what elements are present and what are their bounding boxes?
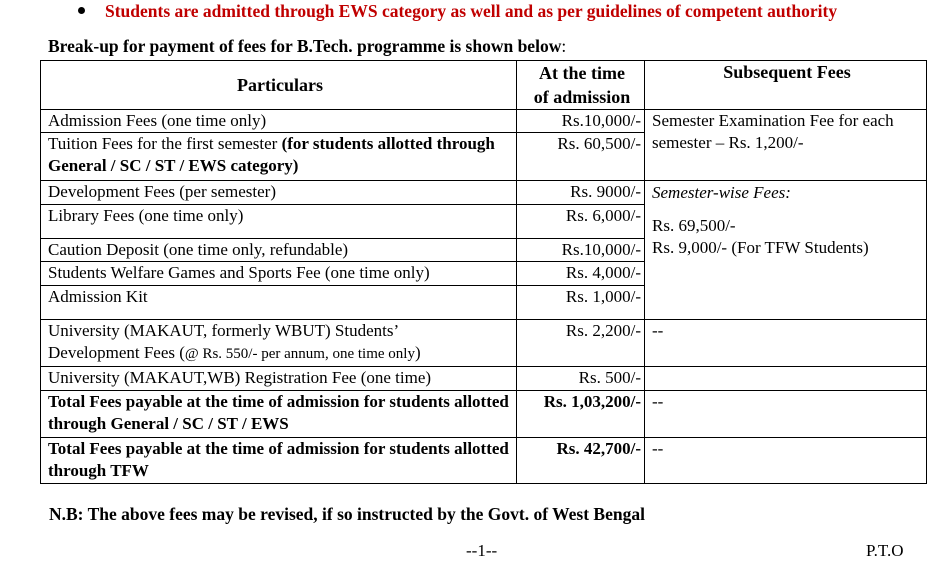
- caution-deposit-label: Caution Deposit (one time only, refundable): [41, 239, 517, 262]
- admission-fees-label: Admission Fees (one time only): [41, 110, 517, 133]
- caution-deposit-amount: Rs.10,000/-: [517, 239, 645, 262]
- development-fees-amount: Rs. 9000/-: [517, 181, 645, 205]
- university-dev-fees-subsequent: --: [645, 320, 927, 367]
- page-number: --1--: [466, 541, 498, 560]
- registration-fee-amount: Rs. 500/-: [517, 367, 645, 391]
- admission-fees-amount: Rs.10,000/-: [517, 110, 645, 133]
- semester-wise-tfw: Rs. 9,000/- (For TFW Students): [652, 238, 869, 257]
- library-fees-amount: Rs. 6,000/-: [517, 205, 645, 239]
- admission-kit-label: Admission Kit: [41, 286, 517, 320]
- table-row: [41, 110, 927, 133]
- semester-wise-general: Rs. 69,500/-: [652, 216, 736, 235]
- table-row: [41, 391, 927, 438]
- welfare-fee-amount: Rs. 4,000/-: [517, 262, 645, 286]
- total-general-amount: Rs. 1,03,200/-: [517, 391, 645, 438]
- admission-kit-amount: Rs. 1,000/-: [517, 286, 645, 320]
- total-general-label: Total Fees payable at the time of admission for students allotted through General / SC / ST / EWS: [41, 391, 517, 438]
- total-tfw-subsequent: --: [645, 438, 927, 484]
- bullet-text: Students are admitted through EWS category as well and as per guidelines of competent authority: [105, 1, 838, 21]
- table-row: [41, 181, 927, 205]
- tuition-fees-label: Tuition Fees for the first semester (for students allotted through General / SC / ST / EWS category): [41, 133, 517, 181]
- pto-label: P.T.O: [866, 541, 904, 560]
- total-tfw-label: Total Fees payable at the time of admission for students allotted through TFW: [41, 438, 517, 484]
- table-row: [41, 438, 927, 484]
- registration-fee-subsequent: [645, 367, 927, 391]
- fee-table: [40, 60, 927, 484]
- development-fees-label: Development Fees (per semester): [41, 181, 517, 205]
- fee-breakup-heading: Break-up for payment of fees for B.Tech. programme is shown below:: [48, 36, 567, 56]
- semester-exam-fee-cell: Semester Examination Fee for each semester – Rs. 1,200/-: [645, 110, 927, 181]
- semester-wise-fees-cell: [645, 181, 927, 320]
- table-row: [41, 320, 927, 367]
- header-particulars: Particulars: [41, 61, 517, 110]
- registration-fee-label: University (MAKAUT,WB) Registration Fee (one time): [41, 367, 517, 391]
- ews-admission-note: [78, 1, 837, 22]
- university-dev-fees-label: University (MAKAUT, formerly WBUT) Students’ Development Fees (@ Rs. 550/- per annum, one time only): [41, 320, 517, 367]
- table-row: [41, 367, 927, 391]
- total-tfw-amount: Rs. 42,700/-: [517, 438, 645, 484]
- tuition-fees-amount: Rs. 60,500/-: [517, 133, 645, 181]
- welfare-fee-label: Students Welfare Games and Sports Fee (one time only): [41, 262, 517, 286]
- library-fees-label: Library Fees (one time only): [41, 205, 517, 239]
- header-at-admission: At the time of admission: [517, 61, 645, 110]
- revision-note: N.B: The above fees may be revised, if so instructed by the Govt. of West Bengal: [49, 504, 645, 524]
- total-general-subsequent: --: [645, 391, 927, 438]
- header-subsequent-fees: Subsequent Fees: [645, 61, 927, 110]
- table-header-row: [41, 61, 927, 110]
- bullet-icon: [78, 7, 85, 14]
- semester-wise-title: Semester-wise Fees:: [652, 183, 791, 202]
- university-dev-fees-amount: Rs. 2,200/-: [517, 320, 645, 367]
